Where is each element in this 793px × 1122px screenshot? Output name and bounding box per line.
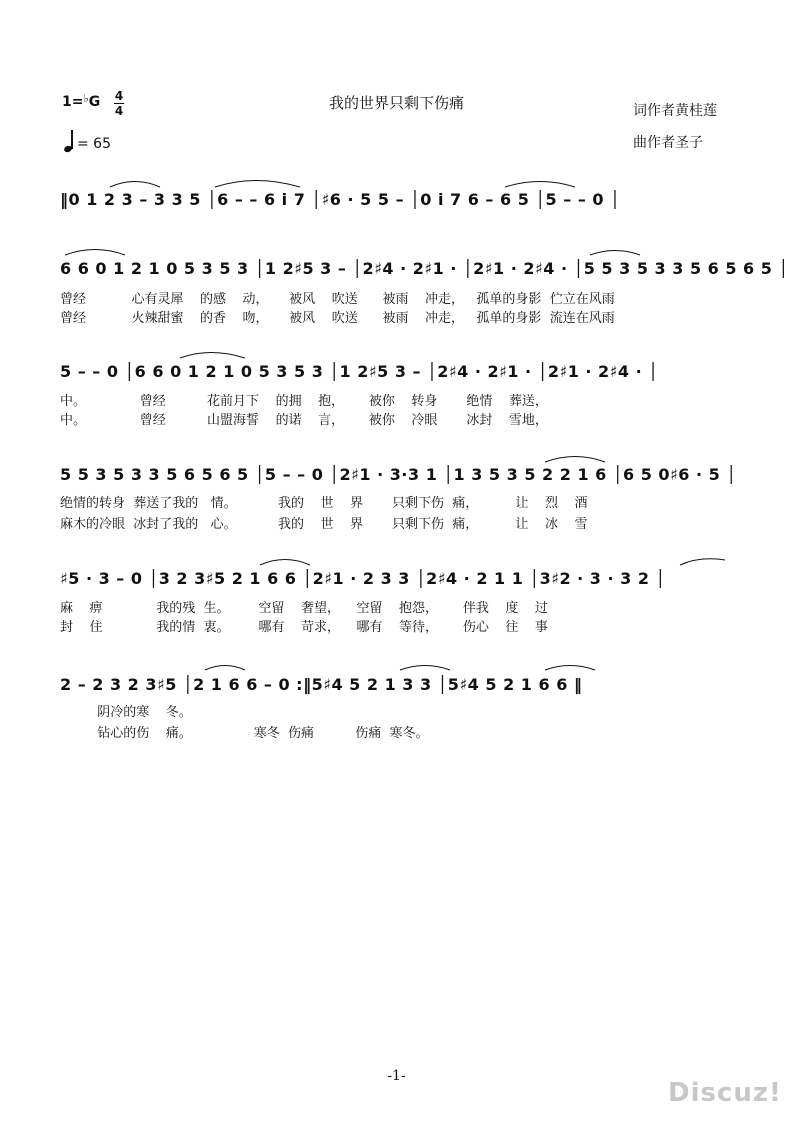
slur-arc [590,251,640,256]
lyric-line-3-verse-1: 中。 曾经 花前月下 的拥 抱， 被你 转身 绝情 葬送， [60,394,548,409]
music-line-2: 6 6 0 1 2 1 0 5 3 5 3 │1 2♯5 3 – │2♯4 · 2♯1 · │2♯1 · 2♯4 · │5 5 3 5 3 3 5 6 5 6 5 │ [60,259,789,278]
lyricist-credit: 词作者黄桂莲 [633,103,717,119]
music-line-6: 2 – 2 3 2 3♯5 │2 1 6 6 – 0 :‖5♯4 5 2 1 3 3 │5♯4 5 2 1 6 6 ‖ [60,675,583,694]
slur-arc [65,250,125,256]
time-signature-bottom: 4 [114,104,124,118]
composer-credit: 曲作者圣子 [633,135,703,151]
page-number: -1- [387,1068,406,1084]
music-line-4: 5 5 3 5 3 3 5 6 5 6 5 │5 – – 0 │2♯1 · 3·3 1 │1 3 5 3 5 2 2 1 6 │6 5 0♯6 · 5 │ [60,465,737,484]
key-note: G [88,94,101,110]
slur-arc [545,457,605,463]
flat-symbol: ♭ [83,92,89,105]
lyric-line-2-verse-1: 曾经 心有灵犀 的感 动， 被风 吹送 被雨 冲走， 孤单的身影 伫立在风雨 [60,292,615,307]
tempo-value: = 65 [77,136,111,152]
slur-arc [205,666,245,671]
key-prefix: 1= [62,94,84,110]
slur-arc [545,666,595,671]
lyric-line-4-verse-1: 绝情的转身 葬送了我的 情。 我的 世 界 只剩下伤 痛， 让 烈 酒 [60,496,588,511]
lyric-line-5-verse-2: 封 住 我的情 衷。 哪有 苛求， 哪有 等待， 伤心 往 事 [60,620,548,635]
time-signature-top: 4 [114,89,124,103]
slur-arc [215,181,300,188]
slur-arc [505,182,575,188]
lyric-line-4-verse-2: 麻木的冷眼 冰封了我的 心。 我的 世 界 只剩下伤 痛， 让 冰 雪 [60,517,588,532]
music-line-3: 5 – – 0 │6 6 0 1 2 1 0 5 3 5 3 │1 2♯5 3 – │2♯4 · 2♯1 · │2♯1 · 2♯4 · │ [60,362,659,381]
slur-arc [110,182,160,188]
song-title: 我的世界只剩下伤痛 [328,94,464,112]
lyric-line-5-verse-1: 麻 痹 我的残 生。 空留 奢望， 空留 抱怨， 伴我 度 过 [60,601,548,616]
slur-arc [680,559,725,565]
music-line-5: ♯5 · 3 – 0 │3 2 3♯5 2 1 6 6 │2♯1 · 2 3 3 │2♯4 · 2 1 1 │3♯2 · 3 · 3 2 │ [60,569,666,588]
lyric-line-3-verse-2: 中。 曾经 山盟海誓 的诺 言， 被你 冷眼 冰封 雪地， [60,413,548,428]
music-line-1: ‖0 1 2 3 – 3 3 5 │6 – – 6 i 7 │♯6 · 5 5 – │0 i 7 6 – 6 5 │5 – – 0 │ [60,190,621,209]
discuz-watermark: Discuz! [668,1078,782,1108]
lyric-line-6-verse-2: 钻心的伤 痛。 寒冬 伤痛 伤痛 寒冬。 [60,726,429,741]
slur-arc [260,560,310,566]
lyric-line-2-verse-2: 曾经 火辣甜蜜 的香 吻， 被风 吹送 被雨 冲走， 孤单的身影 流连在风雨 [60,311,615,326]
slur-arc [180,353,245,359]
slur-arc [400,666,450,671]
lyric-line-6-verse-1: 阴冷的寒 冬。 [60,705,192,720]
